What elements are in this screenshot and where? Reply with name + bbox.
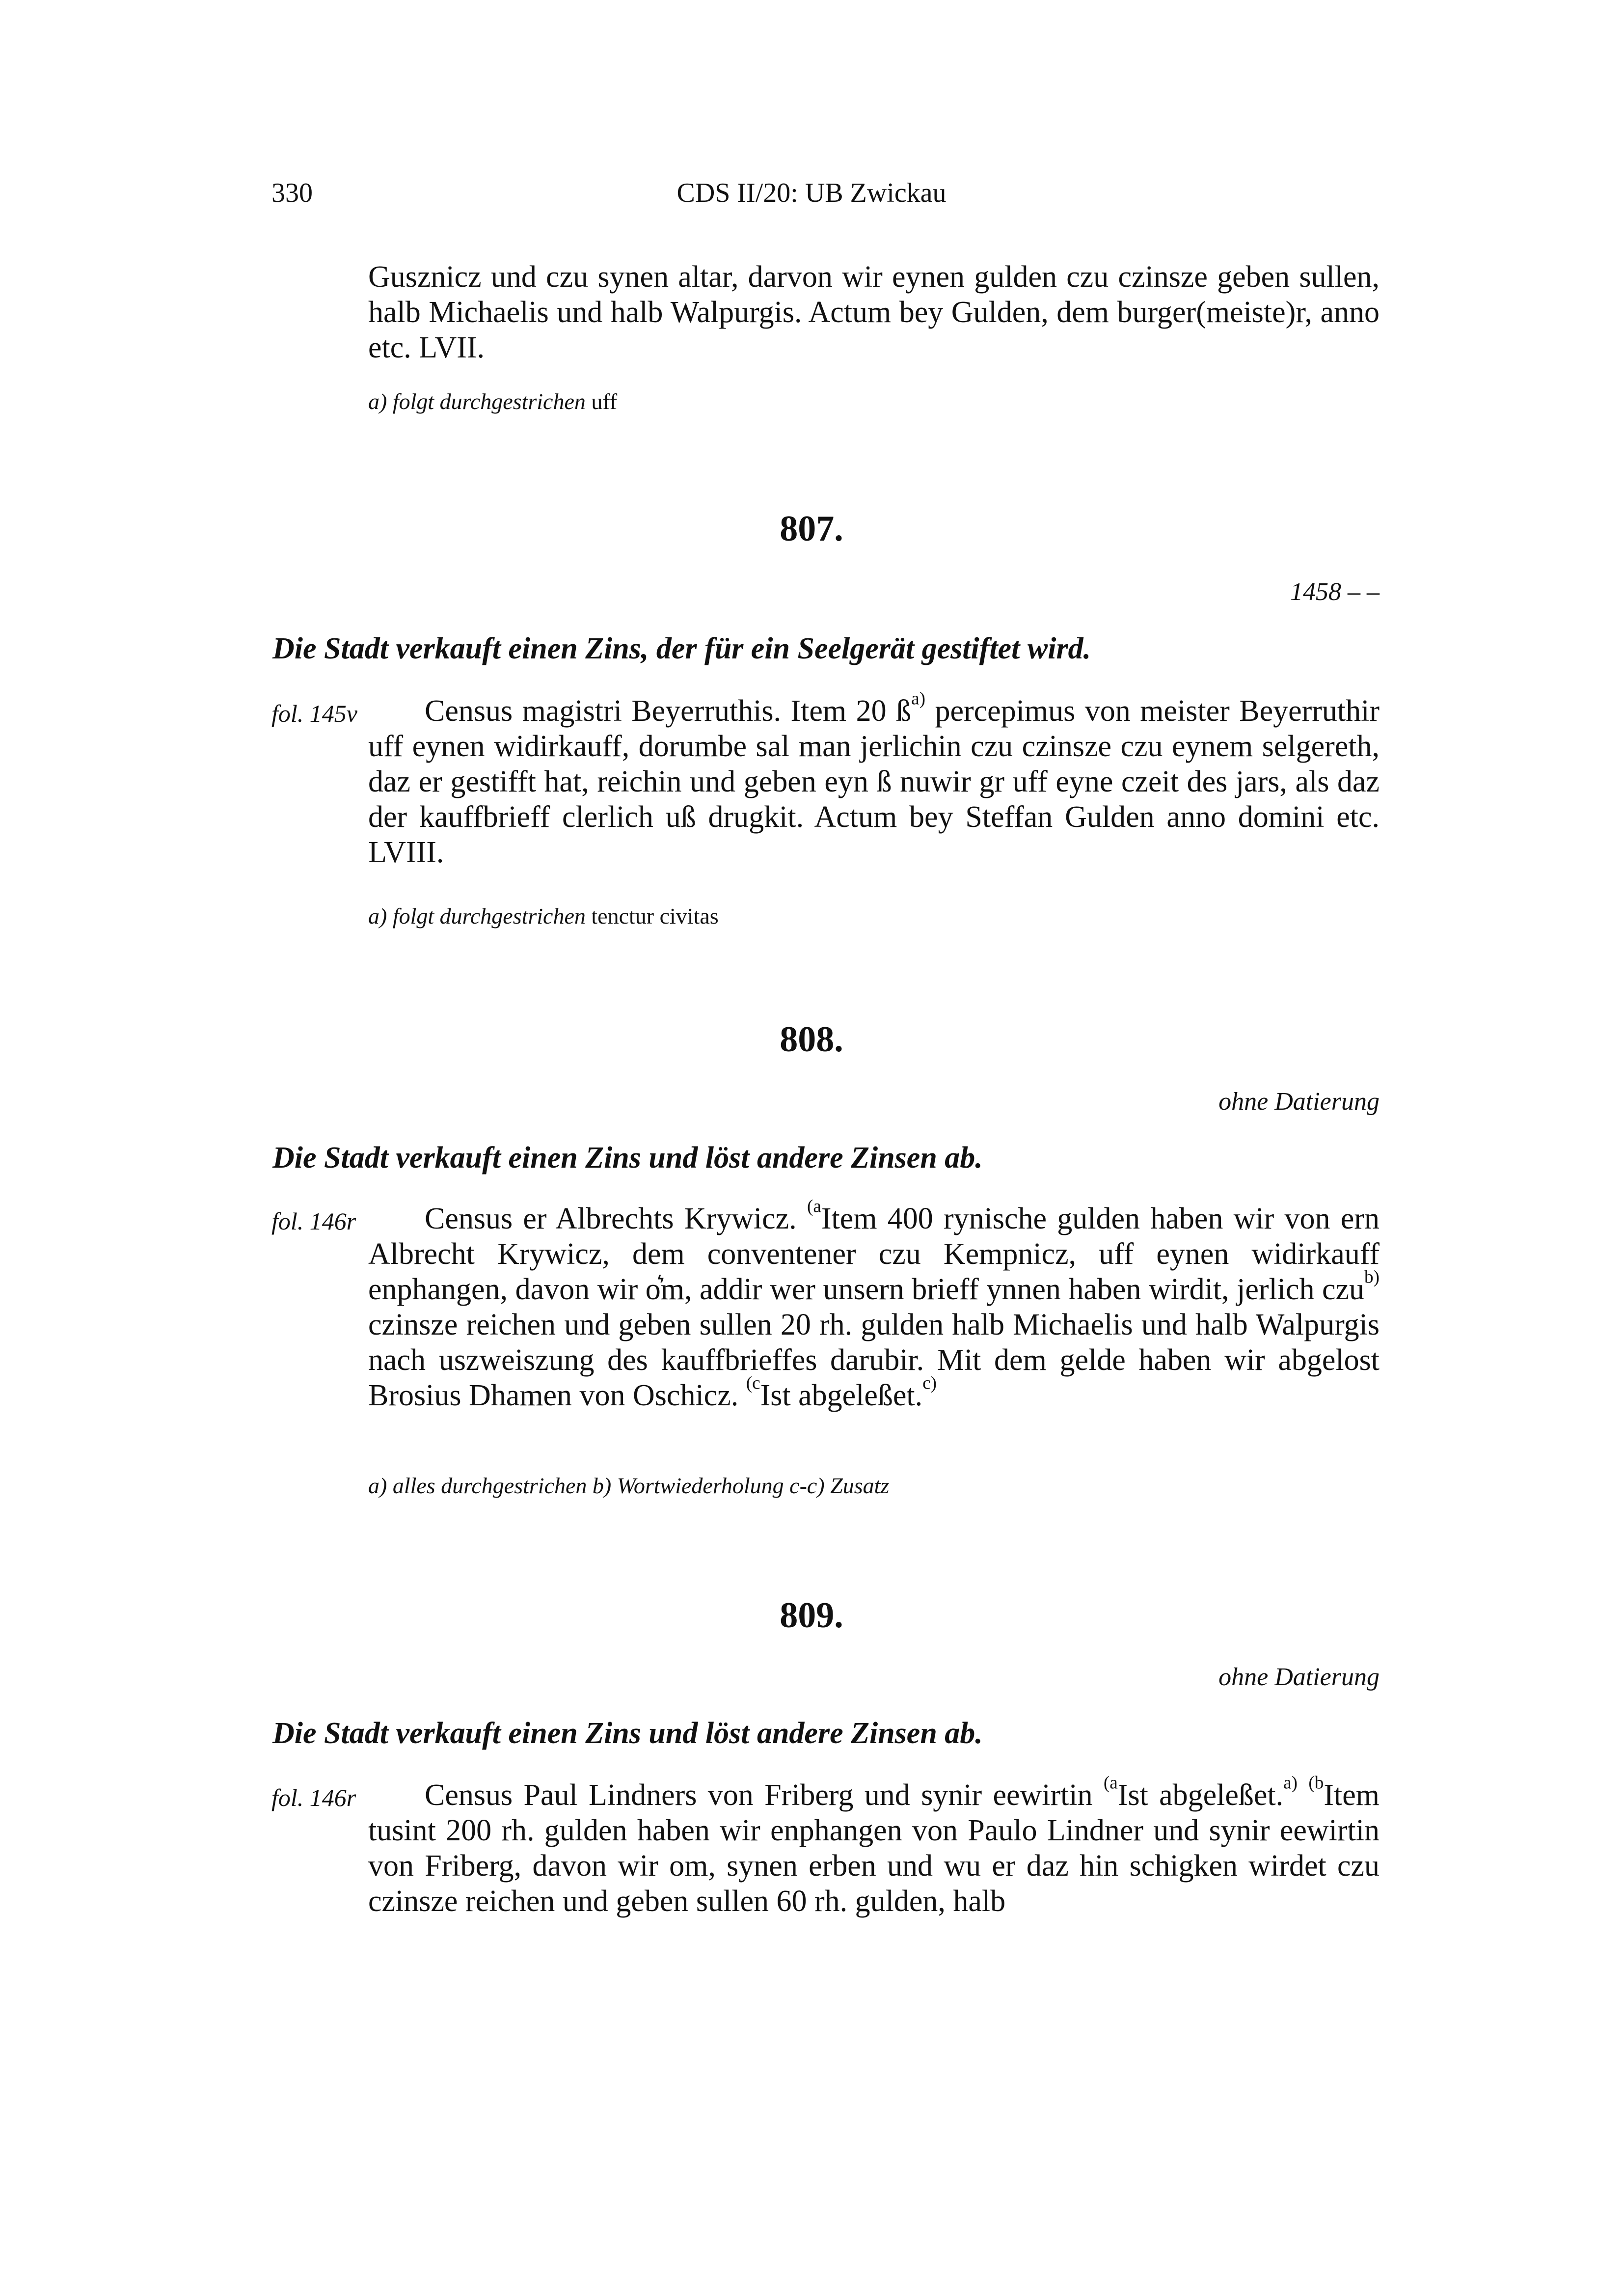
footnote-text: tenctur civitas <box>591 903 719 929</box>
continuation-paragraph <box>368 259 1380 365</box>
text-segment: Item 400 rynische gulden haben wir von ern Albrecht Krywicz, dem conventener czu Kempnicz, uff eynen widirkauff enphangen, davon wir o͛m, addir wer unsern brieff ynnen haben wirdit, jerlich czu <box>368 1202 1380 1306</box>
text-segment: Census magistri Beyerruthis. Item 20 ß <box>425 694 912 728</box>
entry-date-807: 1458 – – <box>1290 578 1380 606</box>
entry-number-809: 809. <box>780 1595 843 1636</box>
footnote-marker: (b <box>1308 1773 1324 1793</box>
footnote-text: uff <box>591 389 618 414</box>
footnote-marker: (a <box>1103 1773 1118 1793</box>
continuation-footnote <box>368 388 617 415</box>
entry-title-808: Die Stadt verkauft einen Zins und löst andere Zinsen ab. <box>272 1141 983 1175</box>
entry-footnote-808: a) alles durchgestrichen b) Wortwiederholung c-c) Zusatz <box>368 1473 890 1498</box>
page-number: 330 <box>271 178 313 208</box>
entry-date-808: ohne Datierung <box>1218 1088 1380 1116</box>
running-title: CDS II/20: UB Zwickau <box>676 178 947 208</box>
footnote-label: a) folgt durchgestrichen <box>368 903 586 929</box>
text-segment: Census Paul Lindners von Friberg und synir eewirtin <box>425 1778 1104 1812</box>
footnote-marker: c) <box>922 1373 937 1394</box>
entry-title-809: Die Stadt verkauft einen Zins und löst andere Zinsen ab. <box>272 1717 983 1750</box>
footnote-marker: (c <box>746 1373 760 1394</box>
entry-number-808: 808. <box>780 1019 843 1060</box>
entry-text-807 <box>368 688 1380 870</box>
text-segment: Item tusint 200 rh. gulden haben wir enphangen von Paulo Lindner und synir eewirtin von Friberg, davon wir om, synen erben und wu er daz hin schigken wirdet czu czinsze reichen und geben sullen 60 rh. gulden, halb <box>368 1778 1380 1918</box>
continuation-text: Gusznicz und czu synen altar, darvon wir eynen gulden czu czinsze geben sullen, halb Michaelis und halb Walpurgis. Actum bey Gulden, dem burger(meiste)r, anno etc. LVII. <box>368 260 1380 364</box>
folio-809: fol. 146r <box>271 1784 356 1811</box>
footnote-marker: a) <box>911 688 926 709</box>
folio-807: fol. 145v <box>271 700 357 727</box>
footnote-marker: (a <box>807 1196 821 1217</box>
entry-text-808 <box>368 1196 1380 1413</box>
text-segment: percepimus von meister Beyerruthir uff eynen widirkauff, dorumbe sal man jerlichin czu czinsze czu eynem selgereth, daz er gestifft hat, reichin und geben eyn ß nuwir gr uff eyne czeit des jars, als daz der kauffbrieff clerlich uß drugkit. Actum bey Steffan Gulden anno domini etc. LVIII. <box>368 694 1380 869</box>
footnote-marker: b) <box>1364 1267 1380 1287</box>
footnote-marker: a) <box>1283 1773 1298 1793</box>
text-segment: Ist abgeleßet. <box>760 1379 923 1412</box>
footnote-label: a) folgt durchgestrichen <box>368 389 586 414</box>
folio-808: fol. 146r <box>271 1207 356 1235</box>
entry-number-807: 807. <box>780 509 843 549</box>
text-segment: Census er Albrechts Krywicz. <box>425 1202 807 1235</box>
entry-date-809: ohne Datierung <box>1218 1663 1380 1691</box>
entry-title-807: Die Stadt verkauft einen Zins, der für ein Seelgerät gestiftet wird. <box>272 632 1091 665</box>
text-segment <box>1298 1778 1308 1812</box>
entry-text-809 <box>368 1773 1380 1919</box>
entry-footnote-807 <box>368 902 719 929</box>
text-segment: czinsze reichen und geben sullen 20 rh. gulden halb Michaelis und halb Walpurgis nach uszweiszung des kauffbrieffes darubir. Mit dem gelde haben wir abgelost Brosius Dhamen von Oschicz. <box>368 1308 1380 1412</box>
text-segment: Ist abgeleßet. <box>1117 1778 1284 1812</box>
